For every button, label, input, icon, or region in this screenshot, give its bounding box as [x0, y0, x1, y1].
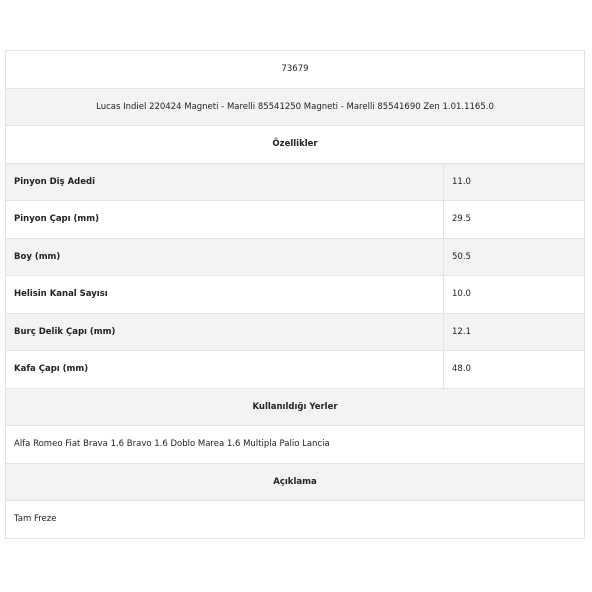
spec-row	[6, 163, 585, 201]
spec-row	[6, 276, 585, 314]
usage-text: Alfa Romeo Fiat Brava 1.6 Bravo 1.6 Doblo Marea 1.6 Multipla Palio Lancia	[6, 426, 585, 464]
description-text: Tam Freze	[6, 501, 585, 539]
features-heading-row	[6, 126, 585, 164]
spec-row	[6, 351, 585, 389]
spec-value: 12.1	[444, 313, 585, 351]
cross-reference-text: Lucas Indiel 220424 Magneti - Marelli 85541250 Magneti - Marelli 85541690 Zen 1.01.1165.0	[6, 88, 585, 126]
description-row	[6, 501, 585, 539]
usage-heading-row	[6, 388, 585, 426]
description-heading: Açıklama	[6, 463, 585, 501]
product-code-row	[6, 51, 585, 89]
spec-row	[6, 313, 585, 351]
product-spec-table	[5, 50, 585, 539]
spec-label: Boy (mm)	[6, 238, 444, 276]
spec-value: 10.0	[444, 276, 585, 314]
spec-value: 48.0	[444, 351, 585, 389]
features-heading: Özellikler	[6, 126, 585, 164]
usage-row	[6, 426, 585, 464]
spec-label: Burç Delik Çapı (mm)	[6, 313, 444, 351]
spec-label: Pinyon Diş Adedi	[6, 163, 444, 201]
spec-row	[6, 238, 585, 276]
spec-label: Helisin Kanal Sayısı	[6, 276, 444, 314]
cross-reference-row	[6, 88, 585, 126]
spec-value: 50.5	[444, 238, 585, 276]
spec-label: Pinyon Çapı (mm)	[6, 201, 444, 239]
description-heading-row	[6, 463, 585, 501]
spec-value: 29.5	[444, 201, 585, 239]
usage-heading: Kullanıldığı Yerler	[6, 388, 585, 426]
product-code: 73679	[6, 51, 585, 89]
spec-row	[6, 201, 585, 239]
spec-value: 11.0	[444, 163, 585, 201]
spec-label: Kafa Çapı (mm)	[6, 351, 444, 389]
